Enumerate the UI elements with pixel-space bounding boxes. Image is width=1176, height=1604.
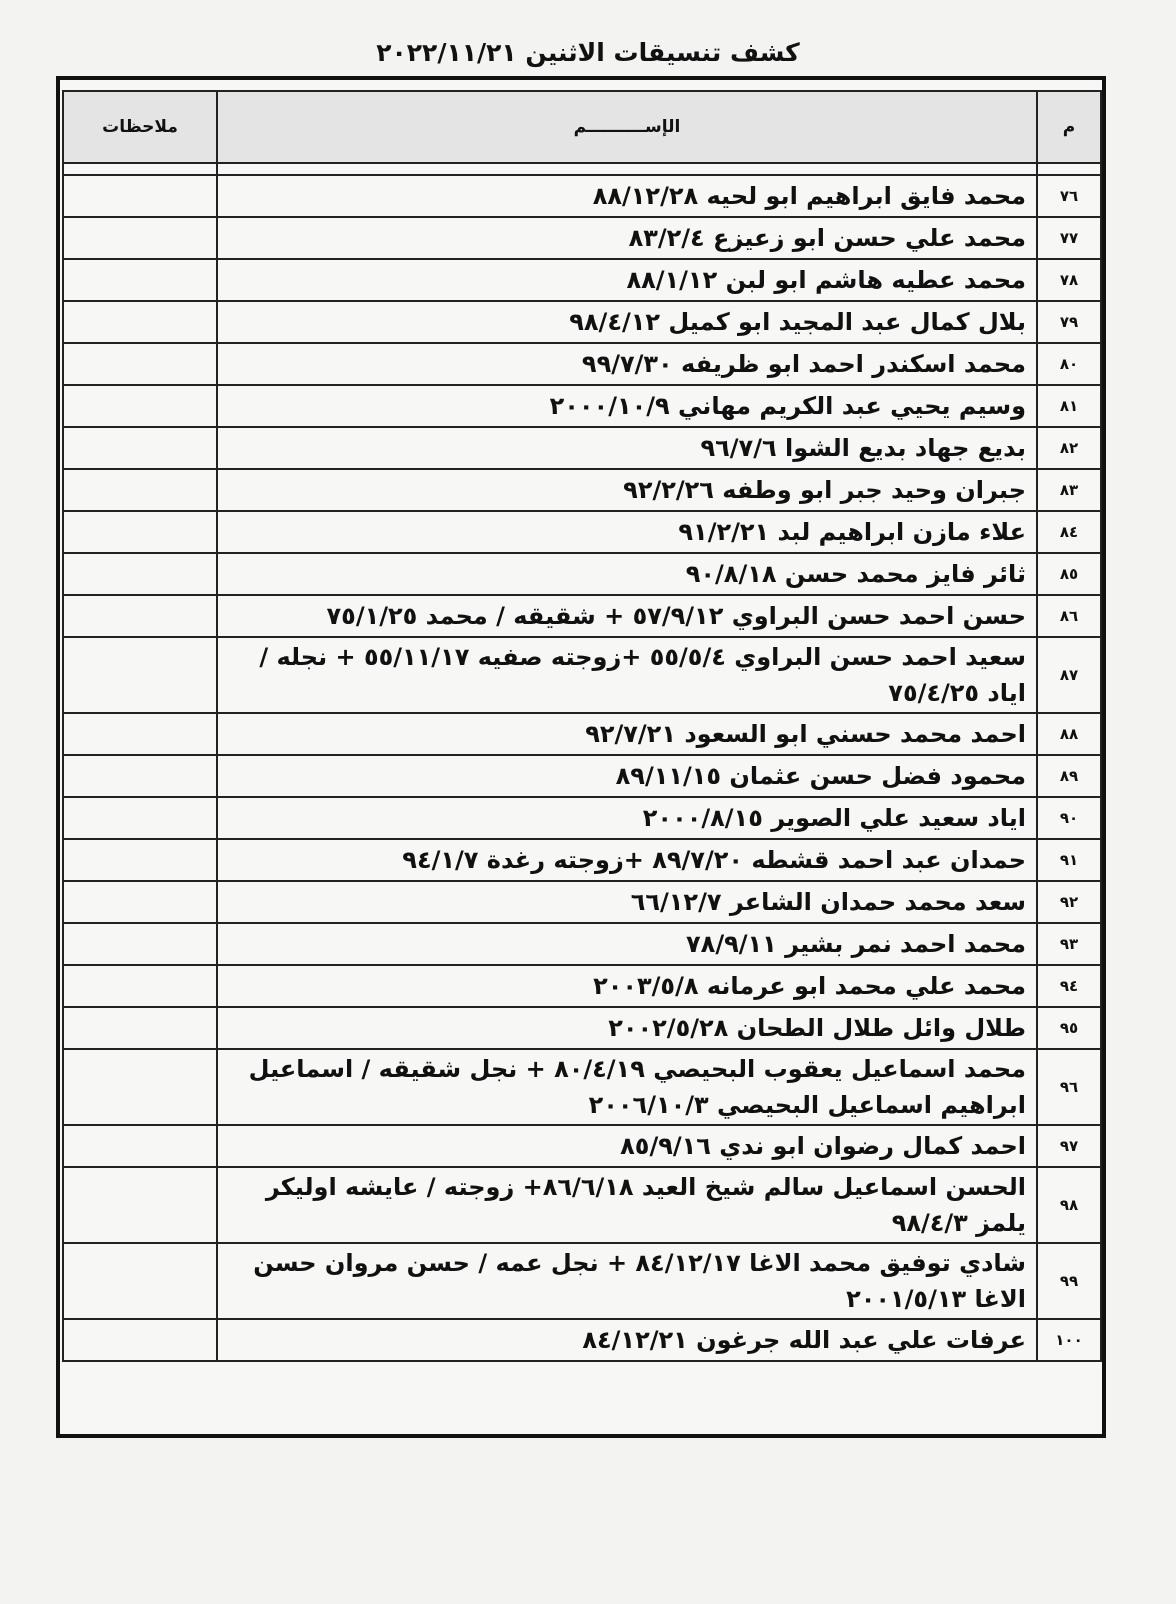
table-row <box>63 839 1101 881</box>
row-number: ٨٠ <box>1037 343 1101 385</box>
row-number: ٨٩ <box>1037 755 1101 797</box>
row-name: طلال وائل طلال الطحان ٢٠٠٢/٥/٢٨ <box>217 1007 1037 1049</box>
row-notes <box>63 965 217 1007</box>
table-row <box>63 301 1101 343</box>
table-row <box>63 1049 1101 1125</box>
row-notes <box>63 923 217 965</box>
row-notes <box>63 637 217 713</box>
row-name: علاء مازن ابراهيم لبد ٩١/٢/٢١ <box>217 511 1037 553</box>
table-row <box>63 385 1101 427</box>
row-name: وسيم يحيي عبد الكريم مهاني ٢٠٠٠/١٠/٩ <box>217 385 1037 427</box>
row-name: احمد محمد حسني ابو السعود ٩٢/٧/٢١ <box>217 713 1037 755</box>
header-gap <box>63 163 1101 175</box>
row-name: الحسن اسماعيل سالم شيخ العيد ٨٦/٦/١٨+ زوجته / عايشه اوليكر يلمز ٩٨/٤/٣ <box>217 1167 1037 1243</box>
row-number: ٩٢ <box>1037 881 1101 923</box>
row-number: ٨١ <box>1037 385 1101 427</box>
row-name: محمود فضل حسن عثمان ٨٩/١١/١٥ <box>217 755 1037 797</box>
row-name: سعد محمد حمدان الشاعر ٦٦/١٢/٧ <box>217 881 1037 923</box>
row-notes <box>63 1125 217 1167</box>
row-notes <box>63 595 217 637</box>
row-notes <box>63 713 217 755</box>
row-number: ٩٧ <box>1037 1125 1101 1167</box>
table-row <box>63 1167 1101 1243</box>
row-notes <box>63 217 217 259</box>
table-row <box>63 797 1101 839</box>
table-row <box>63 511 1101 553</box>
row-number: ٩٣ <box>1037 923 1101 965</box>
row-name: محمد علي محمد ابو عرمانه ٢٠٠٣/٥/٨ <box>217 965 1037 1007</box>
row-name: محمد احمد نمر بشير ٧٨/٩/١١ <box>217 923 1037 965</box>
row-number: ٨٥ <box>1037 553 1101 595</box>
row-number: ٩١ <box>1037 839 1101 881</box>
table-row <box>63 553 1101 595</box>
row-number: ٨٨ <box>1037 713 1101 755</box>
row-notes <box>63 881 217 923</box>
table-row <box>63 1319 1101 1361</box>
row-notes <box>63 259 217 301</box>
table-row <box>63 259 1101 301</box>
row-name: محمد اسماعيل يعقوب البحيصي ٨٠/٤/١٩ + نجل شقيقه / اسماعيل ابراهيم اسماعيل البحيصي ٢٠٠٦/١٠/٣ <box>217 1049 1037 1125</box>
table-row <box>63 469 1101 511</box>
row-notes <box>63 1049 217 1125</box>
row-notes <box>63 1243 217 1319</box>
row-notes <box>63 553 217 595</box>
table-row <box>63 755 1101 797</box>
row-name: محمد عطيه هاشم ابو لبن ٨٨/١/١٢ <box>217 259 1037 301</box>
row-name: حمدان عبد احمد قشطه ٨٩/٧/٢٠ +زوجته رغدة ٩٤/١/٧ <box>217 839 1037 881</box>
table-row <box>63 343 1101 385</box>
row-name: حسن احمد حسن البراوي ٥٧/٩/١٢ + شقيقه / محمد ٧٥/١/٢٥ <box>217 595 1037 637</box>
row-number: ٨٦ <box>1037 595 1101 637</box>
row-number: ٧٨ <box>1037 259 1101 301</box>
row-notes <box>63 839 217 881</box>
row-notes <box>63 1319 217 1361</box>
table-row <box>63 923 1101 965</box>
sheet-title: كشف تنسيقات الاثنين ٢٠٢٢/١١/٢١ <box>376 38 800 67</box>
row-number: ٧٧ <box>1037 217 1101 259</box>
header-number: م <box>1037 91 1101 163</box>
row-name: جبران وحيد جبر ابو وطفه ٩٢/٢/٢٦ <box>217 469 1037 511</box>
row-notes <box>63 511 217 553</box>
roster-table <box>62 90 1102 1362</box>
row-number: ٨٢ <box>1037 427 1101 469</box>
row-name: شادي توفيق محمد الاغا ٨٤/١٢/١٧ + نجل عمه / حسن مروان حسن الاغا ٢٠٠١/٥/١٣ <box>217 1243 1037 1319</box>
row-number: ٩٠ <box>1037 797 1101 839</box>
row-name: سعيد احمد حسن البراوي ٥٥/٥/٤ +زوجته صفيه ٥٥/١١/١٧ + نجله / اياد ٧٥/٤/٢٥ <box>217 637 1037 713</box>
row-name: احمد كمال رضوان ابو ندي ٨٥/٩/١٦ <box>217 1125 1037 1167</box>
row-notes <box>63 1007 217 1049</box>
table-frame <box>56 76 1106 1438</box>
row-number: ٨٤ <box>1037 511 1101 553</box>
row-name: محمد اسكندر احمد ابو ظريفه ٩٩/٧/٣٠ <box>217 343 1037 385</box>
table-row <box>63 427 1101 469</box>
table-row <box>63 1007 1101 1049</box>
table-row <box>63 965 1101 1007</box>
table-row <box>63 595 1101 637</box>
row-name: اياد سعيد علي الصوير ٢٠٠٠/٨/١٥ <box>217 797 1037 839</box>
row-notes <box>63 385 217 427</box>
header-name: الإســــــــــم <box>217 91 1037 163</box>
row-number: ٧٩ <box>1037 301 1101 343</box>
header-notes: ملاحظات <box>63 91 217 163</box>
table-row <box>63 881 1101 923</box>
row-notes <box>63 797 217 839</box>
row-number: ٩٩ <box>1037 1243 1101 1319</box>
row-number: ٨٣ <box>1037 469 1101 511</box>
row-notes <box>63 301 217 343</box>
table-row <box>63 1243 1101 1319</box>
row-name: بلال كمال عبد المجيد ابو كميل ٩٨/٤/١٢ <box>217 301 1037 343</box>
row-number: ١٠٠ <box>1037 1319 1101 1361</box>
row-notes <box>63 1167 217 1243</box>
row-notes <box>63 175 217 217</box>
table-row <box>63 713 1101 755</box>
header-row <box>63 91 1101 163</box>
row-notes <box>63 343 217 385</box>
row-name: بديع جهاد بديع الشوا ٩٦/٧/٦ <box>217 427 1037 469</box>
row-notes <box>63 755 217 797</box>
row-number: ٧٦ <box>1037 175 1101 217</box>
table-row <box>63 217 1101 259</box>
row-number: ٩٤ <box>1037 965 1101 1007</box>
row-name: ثائر فايز محمد حسن ٩٠/٨/١٨ <box>217 553 1037 595</box>
row-name: عرفات علي عبد الله جرغون ٨٤/١٢/٢١ <box>217 1319 1037 1361</box>
row-number: ٩٦ <box>1037 1049 1101 1125</box>
row-number: ٩٨ <box>1037 1167 1101 1243</box>
row-number: ٨٧ <box>1037 637 1101 713</box>
row-notes <box>63 469 217 511</box>
row-notes <box>63 427 217 469</box>
row-name: محمد فايق ابراهيم ابو لحيه ٨٨/١٢/٢٨ <box>217 175 1037 217</box>
row-name: محمد علي حسن ابو زعيزع ٨٣/٢/٤ <box>217 217 1037 259</box>
table-row <box>63 1125 1101 1167</box>
row-number: ٩٥ <box>1037 1007 1101 1049</box>
table-row <box>63 175 1101 217</box>
table-row <box>63 637 1101 713</box>
